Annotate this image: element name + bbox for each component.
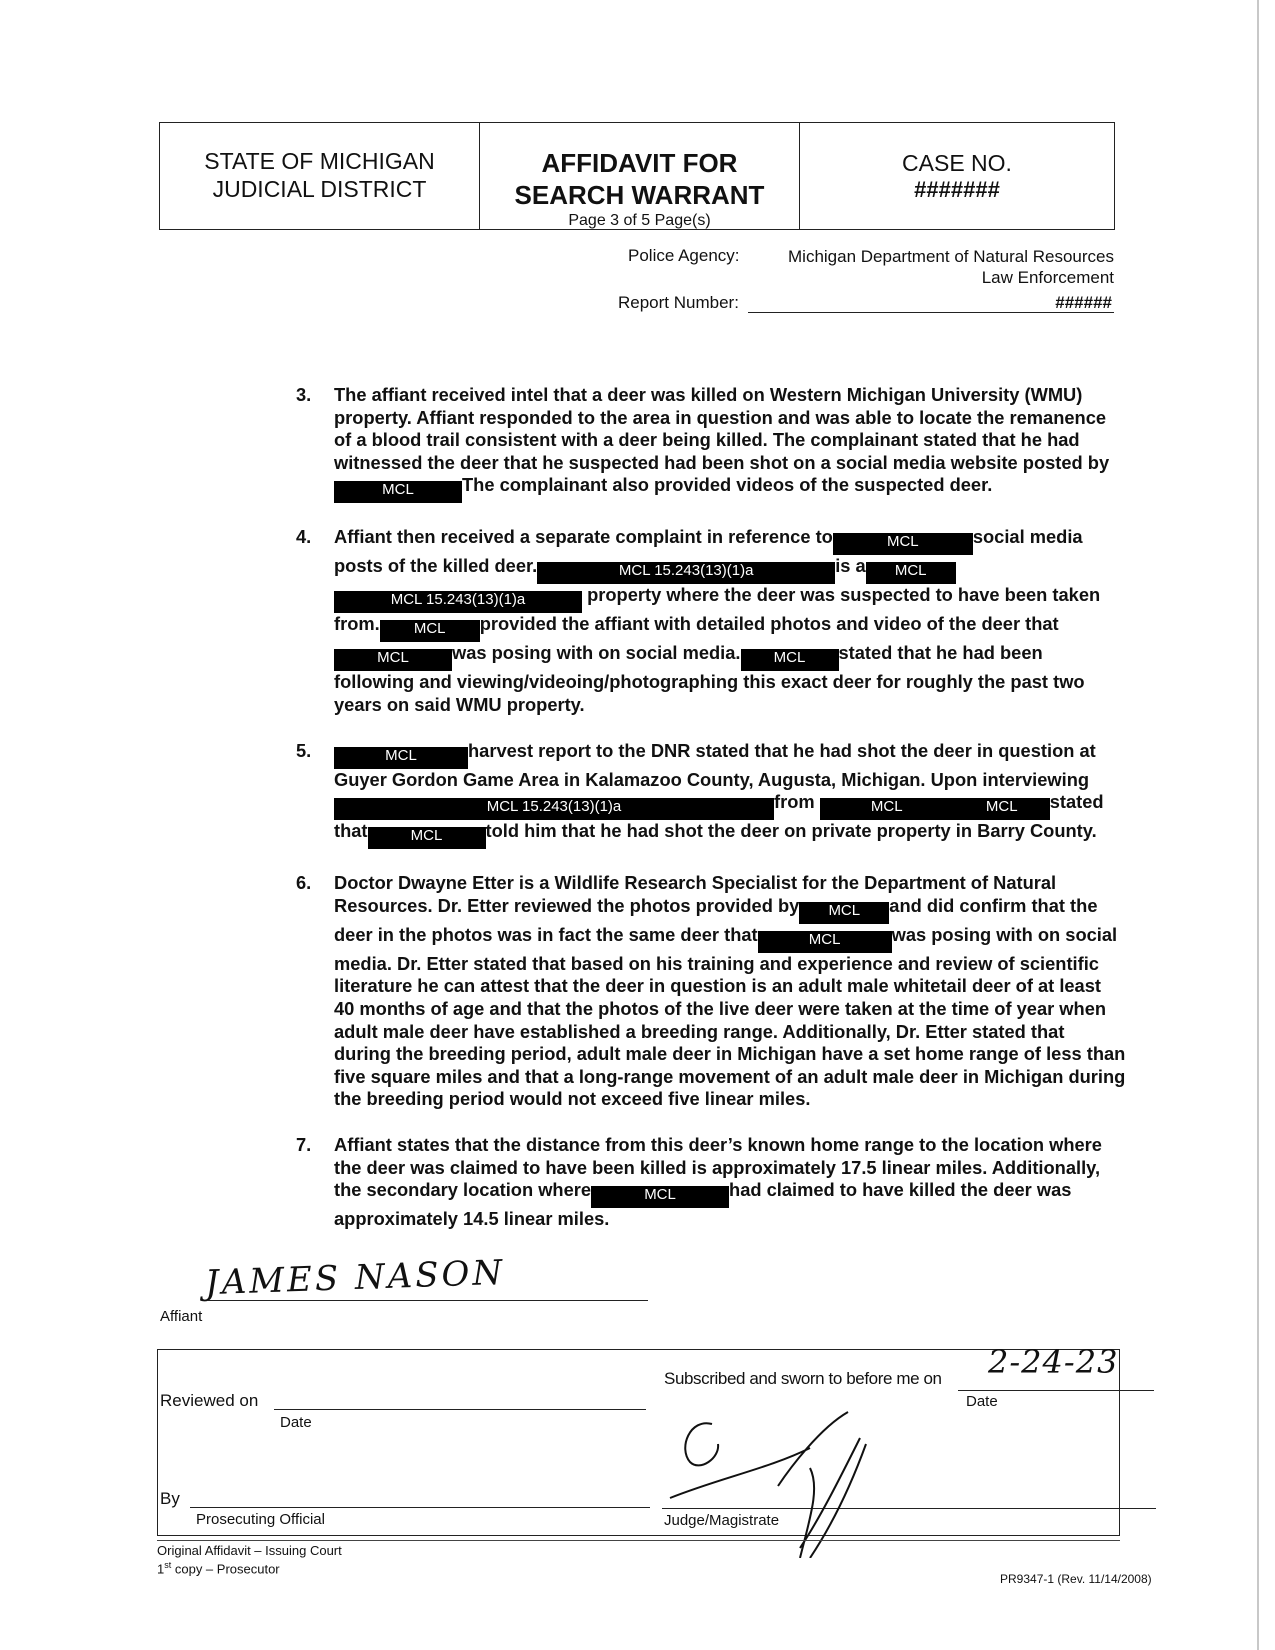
by-line xyxy=(190,1507,650,1508)
footer-line-2-sup: st xyxy=(164,1560,172,1570)
case-number: ####### xyxy=(914,177,1000,202)
item-text xyxy=(334,740,1126,850)
footer-line-1: Original Affidavit – Issuing Court xyxy=(157,1543,342,1558)
text-segment: harvest report to the DNR stated that he had shot the deer in question at Guyer Gordon Game Area in Kalamazoo County, Augusta, Michigan. Upon interviewing xyxy=(334,739,1096,790)
footer-line-2 xyxy=(157,1558,342,1576)
sworn-date-line xyxy=(958,1390,1154,1391)
footer-line-2-suffix: copy – Prosecutor xyxy=(171,1561,280,1577)
text-segment: social media posts of the killed deer. xyxy=(334,526,1083,577)
case-cell xyxy=(800,123,1114,229)
title-cell xyxy=(480,123,800,229)
item-number: 5. xyxy=(296,739,312,761)
affidavit-items xyxy=(296,384,1126,1254)
affiant-label: Affiant xyxy=(160,1308,203,1325)
affiant-signature-line xyxy=(208,1300,648,1301)
item-text xyxy=(334,872,1126,1111)
text-segment: from xyxy=(774,791,815,813)
redaction-box: MCL xyxy=(820,798,954,820)
redaction-box: MCL 15.243(13)(1)a xyxy=(334,591,582,613)
reviewed-date-line xyxy=(274,1409,646,1410)
agency-label: Police Agency: xyxy=(628,246,740,265)
text-segment: was posing with on social media. xyxy=(452,642,741,664)
footer-rule xyxy=(157,1540,1120,1541)
redaction-box: MCL xyxy=(866,562,956,584)
text-segment: had claimed to have killed the deer was approximately 14.5 linear miles. xyxy=(334,1179,1072,1230)
redaction-box: MCL xyxy=(334,481,462,503)
item-3 xyxy=(296,384,1126,503)
text-segment: The complainant also provided videos of the suspected deer. xyxy=(462,474,993,496)
sworn-date-handwritten: 2-24-23 xyxy=(988,1343,1119,1381)
redaction-box: MCL 15.243(13)(1)a xyxy=(334,798,774,820)
item-number: 3. xyxy=(296,384,312,405)
text-segment: told him that he had shot the deer on private property in Barry County. xyxy=(485,820,1097,842)
text-segment: Affiant then received a separate complaint in reference to xyxy=(334,526,833,548)
document-title-line-1: AFFIDAVIT FOR xyxy=(541,148,738,178)
item-6 xyxy=(296,872,1126,1111)
text-segment: property where the deer was suspected to have been taken from. xyxy=(334,584,1101,635)
judge-signature xyxy=(660,1408,920,1558)
page-info: Page 3 of 5 Page(s) xyxy=(568,212,711,229)
item-number: 6. xyxy=(296,872,312,894)
item-7 xyxy=(296,1134,1126,1231)
item-4 xyxy=(296,526,1126,716)
text-segment: Affiant states that the distance from this deer’s known home range to the location where the deer was claimed to have been killed is approximately 17.5 linear miles. Additionally, the secondary location where xyxy=(334,1133,1102,1201)
redaction-box: MCL xyxy=(334,747,468,769)
item-text xyxy=(334,1134,1126,1231)
footer-line-2-prefix: 1 xyxy=(157,1561,165,1577)
page-edge-line xyxy=(1257,0,1259,1650)
document-title-line-2: SEARCH WARRANT xyxy=(514,180,765,210)
by-label: By xyxy=(160,1489,180,1508)
text-segment: stated that he had been following and viewing/videoing/photographing this exact deer for roughly the past two years on said WMU property. xyxy=(334,642,1085,715)
state-line-1: STATE OF MICHIGAN xyxy=(204,148,435,174)
prosecuting-official-label: Prosecuting Official xyxy=(196,1511,325,1528)
form-number: PR9347-1 (Rev. 11/14/2008) xyxy=(1000,1572,1152,1586)
report-number-value: ###### xyxy=(1055,293,1112,312)
affiant-signature: JAMES NASON xyxy=(204,1252,506,1304)
redaction-box: MCL 15.243(13)(1)a xyxy=(537,562,835,584)
text-segment: The affiant received intel that a deer was killed on Western Michigan University (WMU) property. Affiant responded to the area in question and was able to locate the remanence of a blood trail consistent with a deer being killed. The complainant stated that he had witnessed the deer that he suspected had been shot on a social media website posted by xyxy=(334,384,1110,473)
redaction-box: MCL xyxy=(954,798,1050,820)
item-number: 7. xyxy=(296,1133,312,1155)
redaction-box: MCL xyxy=(368,827,486,849)
header-table xyxy=(159,122,1115,230)
redaction-box: MCL xyxy=(334,649,452,671)
text-segment: stated that xyxy=(334,791,1104,842)
item-5 xyxy=(296,740,1126,850)
item-text xyxy=(334,384,1126,503)
item-text xyxy=(334,526,1126,716)
agency-line-1: Michigan Department of Natural Resources xyxy=(788,247,1114,266)
text-segment: is a xyxy=(835,555,866,577)
redaction-box: MCL xyxy=(741,649,839,671)
item-number: 4. xyxy=(296,526,312,548)
reviewed-date-label: Date xyxy=(280,1414,312,1431)
reviewed-on-label: Reviewed on xyxy=(160,1391,259,1410)
redaction-box: MCL xyxy=(799,902,889,924)
judge-magistrate-label: Judge/Magistrate xyxy=(664,1512,780,1529)
text-segment: was posing with on social media. Dr. Etter stated that based on his training and experience and review of scientific literature he can attest that the deer in question is an adult male whitetail deer of at least 40 months of age and that the photos of the live deer were taken at the time of year when adult male deer have established a breeding range. Additionally, Dr. Etter stated that during the breeding period, adult male deer in Michigan have a set home range of less than five square miles and that a long-range movement of an adult male deer in Michigan during the breeding period would not exceed five linear miles. xyxy=(334,923,1126,1110)
text-segment: and did confirm that the deer in the photos was in fact the same deer that xyxy=(334,894,1098,945)
case-label: CASE NO. xyxy=(902,150,1012,176)
subscribed-label: Subscribed and sworn to before me on xyxy=(664,1369,942,1388)
state-line-2: JUDICIAL DISTRICT xyxy=(212,176,427,202)
redaction-box: MCL xyxy=(591,1186,729,1208)
sworn-date-label: Date xyxy=(966,1393,998,1410)
court-cell xyxy=(160,123,480,229)
footer-distribution xyxy=(157,1543,342,1576)
redaction-box: MCL xyxy=(380,620,480,642)
agency-value xyxy=(768,246,1114,288)
text-segment: Doctor Dwayne Etter is a Wildlife Research Specialist for the Department of Natural Resources. Dr. Etter reviewed the photos provided by xyxy=(334,872,1057,916)
redaction-box: MCL xyxy=(833,533,973,555)
agency-line-2: Law Enforcement xyxy=(981,268,1114,287)
report-number-label: Report Number: xyxy=(618,293,739,312)
redaction-box: MCL xyxy=(758,931,892,953)
text-segment: provided the affiant with detailed photos and video of the deer that xyxy=(479,613,1059,635)
